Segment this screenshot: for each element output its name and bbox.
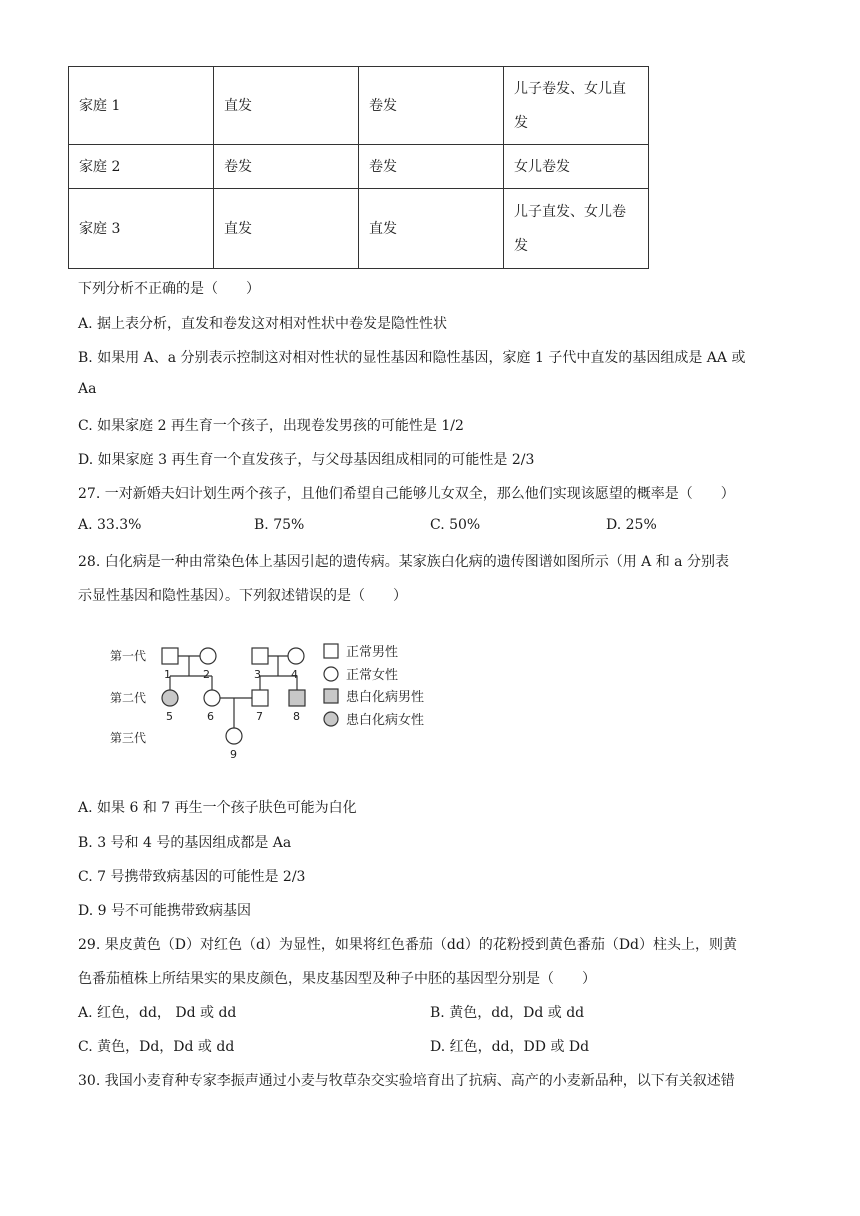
individual-2-female <box>200 648 216 664</box>
legend-normal-male: 正常男性 <box>346 645 399 660</box>
q27-option-c: C. 50% <box>430 517 481 533</box>
table-cell: 卷发 <box>359 145 504 189</box>
individual-number: 5 <box>166 710 173 723</box>
individual-8-affected-male <box>289 690 305 706</box>
q28-stem: 28. 白化病是一种由常染色体上基因引起的遗传病。某家族白化病的遗传图谱如图所示（用 A 和 a 分别表 <box>78 554 729 570</box>
q27-option-a: A. 33.3% <box>78 517 142 533</box>
table-row <box>69 189 649 269</box>
q29-stem-cont: 色番茄植株上所结果实的果皮颜色，果皮基因型及种子中胚的基因型分别是（ ） <box>78 971 596 987</box>
table-row <box>69 145 649 189</box>
individual-number: 4 <box>291 668 298 681</box>
individual-number: 1 <box>164 668 171 681</box>
individual-7-male <box>252 690 268 706</box>
q26-option-d: D. 如果家庭 3 再生育一个直发孩子，与父母基因组成相同的可能性是 2/3 <box>78 452 535 468</box>
q29-stem: 29. 果皮黄色（D）对红色（d）为显性，如果将红色番茄（dd）的花粉授到黄色番茄（Dd）柱头上，则黄 <box>78 937 738 953</box>
q28-stem-cont: 示显性基因和隐性基因）。下列叙述错误的是（ ） <box>78 588 407 604</box>
legend-normal-male-symbol <box>324 644 338 658</box>
q26-stem: 下列分析不正确的是（ ） <box>78 281 260 297</box>
q28-option-c: C. 7 号携带致病基因的可能性是 2/3 <box>78 869 306 885</box>
legend-albino-female: 患白化病女性 <box>346 713 425 728</box>
pedigree-chart <box>100 636 440 766</box>
cell-line: 发 <box>514 237 528 254</box>
cell-line: 儿子卷发、女儿直 <box>514 80 626 97</box>
q29-option-c: C. 黄色，Dd，Dd 或 dd <box>78 1039 235 1055</box>
q26-option-b: B. 如果用 A、a 分别表示控制这对相对性状的显性基因和隐性基因，家庭 1 子代中直发的基因组成是 AA 或 <box>78 350 746 366</box>
individual-number: 6 <box>207 710 214 723</box>
individual-6-female <box>204 690 220 706</box>
generation-3-label: 第三代 <box>110 731 147 745</box>
individual-4-female <box>288 648 304 664</box>
individual-number: 7 <box>256 710 263 723</box>
individual-5-affected-female <box>162 690 178 706</box>
q26-option-a: A. 据上表分析，直发和卷发这对相对性状中卷发是隐性性状 <box>78 316 448 332</box>
legend-normal-female: 正常女性 <box>346 668 399 683</box>
table-cell: 家庭 3 <box>69 189 214 269</box>
family-hair-table <box>68 66 649 269</box>
individual-number: 3 <box>254 668 261 681</box>
cell-line: 儿子直发、女儿卷 <box>514 203 626 220</box>
table-cell <box>504 67 649 145</box>
q26-option-b-cont: Aa <box>78 381 97 397</box>
table-row <box>69 67 649 145</box>
q29-option-d: D. 红色，dd，DD 或 Dd <box>430 1039 590 1055</box>
q28-option-a: A. 如果 6 和 7 再生一个孩子肤色可能为白化 <box>78 800 357 816</box>
individual-9-female <box>226 728 242 744</box>
q27-stem: 27. 一对新婚夫妇计划生两个孩子，且他们希望自己能够儿女双全，那么他们实现该愿望的概率是（ ） <box>78 486 735 502</box>
individual-number: 8 <box>293 710 300 723</box>
legend-albino-female-symbol <box>324 712 338 726</box>
q27-option-d: D. 25% <box>606 517 657 533</box>
individual-3-male <box>252 648 268 664</box>
q29-option-a: A. 红色，dd， Dd 或 dd <box>78 1005 237 1021</box>
individual-1-male <box>162 648 178 664</box>
cell-line: 发 <box>514 114 528 131</box>
individual-number: 2 <box>203 668 210 681</box>
q28-option-b: B. 3 号和 4 号的基因组成都是 Aa <box>78 835 292 851</box>
legend-albino-male-symbol <box>324 689 338 703</box>
q26-option-c: C. 如果家庭 2 再生育一个孩子，出现卷发男孩的可能性是 1/2 <box>78 418 464 434</box>
individual-number: 9 <box>230 748 237 761</box>
table-cell: 直发 <box>214 67 359 145</box>
q29-option-b: B. 黄色，dd，Dd 或 dd <box>430 1005 585 1021</box>
legend-normal-female-symbol <box>324 667 338 681</box>
generation-1-label: 第一代 <box>110 649 147 663</box>
table-cell: 卷发 <box>359 67 504 145</box>
q27-option-b: B. 75% <box>254 517 305 533</box>
table-cell: 女儿卷发 <box>504 145 649 189</box>
table-cell: 直发 <box>214 189 359 269</box>
table-cell <box>504 189 649 269</box>
generation-2-label: 第二代 <box>110 691 147 705</box>
table-cell: 直发 <box>359 189 504 269</box>
table-cell: 卷发 <box>214 145 359 189</box>
table-cell: 家庭 1 <box>69 67 214 145</box>
table-cell: 家庭 2 <box>69 145 214 189</box>
q30-stem: 30. 我国小麦育种专家李振声通过小麦与牧草杂交实验培育出了抗病、高产的小麦新品种，以下有关叙述错 <box>78 1073 735 1089</box>
q28-option-d: D. 9 号不可能携带致病基因 <box>78 903 251 919</box>
legend-albino-male: 患白化病男性 <box>346 690 425 705</box>
